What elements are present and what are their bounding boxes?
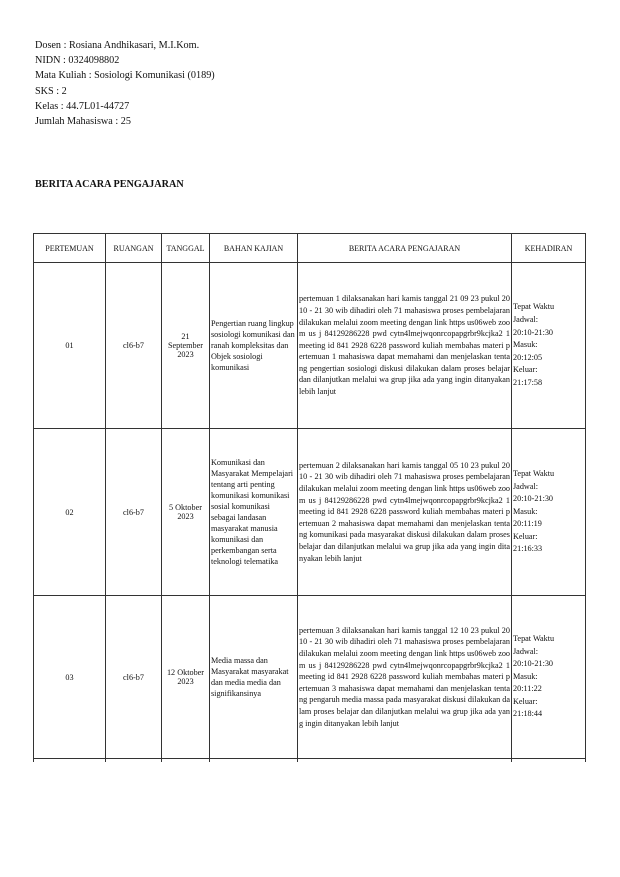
sks-line: SKS : 2 (35, 85, 67, 97)
hadir-masuk-label: Masuk: (513, 340, 538, 350)
bahan-kajian-cell: Media massa dan Masyarakat masyarakat dan media media dan signifikansinya (210, 596, 298, 759)
hadir-status: Tepat Waktu (513, 302, 555, 312)
hadir-jadwal-value: 20:10-21:30 (513, 659, 554, 669)
header-tanggal: TANGGAL (162, 234, 210, 263)
hadir-keluar-value: 21:17:58 (513, 377, 543, 387)
tanggal-cell: 5 Oktober 2023 (162, 429, 210, 596)
hadir-keluar-label: Keluar: (513, 531, 538, 541)
header-bahan-kajian: BAHAN KAJIAN (210, 234, 298, 263)
hadir-masuk-value: 20:11:19 (513, 519, 542, 529)
tanggal-cell: 12 Oktober 2023 (162, 596, 210, 759)
header-pertemuan: PERTEMUAN (34, 234, 106, 263)
table-row (34, 429, 586, 596)
section-title: BERITA ACARA PENGAJARAN (35, 179, 184, 190)
hadir-status: Tepat Waktu (513, 468, 555, 478)
header-berita-acara: BERITA ACARA PENGAJARAN (298, 234, 512, 263)
tanggal-cell: 21 September 2023 (162, 263, 210, 429)
header-kehadiran: KEHADIRAN (512, 234, 586, 263)
ruangan-cell: cl6-b7 (106, 429, 162, 596)
kehadiran-cell (512, 429, 586, 596)
nidn-line: NIDN : 0324098802 (35, 55, 120, 67)
jumlah-mahasiswa-line: Jumlah Mahasiswa : 25 (35, 116, 131, 128)
hadir-masuk-label: Masuk: (513, 671, 538, 681)
hadir-jadwal-value: 20:10-21:30 (513, 327, 554, 337)
kehadiran-cell (512, 596, 586, 759)
hadir-masuk-value: 20:12:05 (513, 352, 543, 362)
bahan-kajian-cell: Komunikasi dan Masyarakat Mempelajari tentang arti penting komunikasi komunikasi sosial komunikasi sebagai landasan masyarakat manusia komunikasi dan perkembangan serta teknologi telematika (210, 429, 298, 596)
header-ruangan: RUANGAN (106, 234, 162, 263)
pertemuan-cell: 02 (34, 429, 106, 596)
matkul-line: Mata Kuliah : Sosiologi Komunikasi (0189) (35, 70, 215, 82)
hadir-masuk-value: 20:11:22 (513, 684, 542, 694)
dosen-line: Dosen : Rosiana Andhikasari, M.I.Kom. (35, 40, 200, 51)
lecturer-info (35, 38, 215, 129)
hadir-jadwal-label: Jadwal: (513, 646, 539, 656)
attendance-table (33, 233, 586, 762)
hadir-jadwal-label: Jadwal: (513, 481, 539, 491)
table-continuation-stub (34, 759, 586, 763)
berita-acara-cell: pertemuan 1 dilaksanakan hari kamis tanggal 21 09 23 pukul 20 10 - 21 30 wib dihadiri oleh 71 mahasiswa proses pembelajaran dilakukan melalui zoom meeting dengan link https us06web zoom us j 84129286228 pwd cytn4lmejwqonrcopapgrbr9kcjka2 1 meeting id 841 2928 6228 password kuliah membahas materi pertemuan 1 mahasiswa dapat memahami dan menjelaskan tentang pengertian sosiologi diskusi dilakukan dalam proses belajar dan dilanjutkan melalui wa grup jika ada yang ingin ditanyakan lebih lanjut (298, 263, 512, 429)
ruangan-cell: cl6-b7 (106, 263, 162, 429)
table-row (34, 596, 586, 759)
hadir-status: Tepat Waktu (513, 633, 555, 643)
hadir-keluar-label: Keluar: (513, 696, 538, 706)
bahan-kajian-cell: Pengertian ruang lingkup sosiologi komunikasi dan ranah kompleksitas dan Objek sosiologi komunikasi (210, 263, 298, 429)
berita-acara-cell: pertemuan 3 dilaksanakan hari kamis tanggal 12 10 23 pukul 20 10 - 21 30 wib dihadiri oleh 71 mahasiswa proses pembelajaran dilakukan melalui zoom meeting dengan link https us06web zoom us j 84129286228 pwd cytn4lmejwqonrcopapgrbr9kcjka2 1 meeting id 841 2928 6228 password kuliah membahas materi pertemuan 3 mahasiswa dapat memahami dan menjelaskan tentang pengaruh media massa pada masyarakat diskusi dilakukan dalam proses belajar dan dilanjutkan melalui wa grup jika ada yang ingin ditanyakan lebih lanjut (298, 596, 512, 759)
kehadiran-cell (512, 263, 586, 429)
pertemuan-cell: 01 (34, 263, 106, 429)
hadir-jadwal-value: 20:10-21:30 (513, 494, 554, 504)
ruangan-cell: cl6-b7 (106, 596, 162, 759)
hadir-masuk-label: Masuk: (513, 506, 538, 516)
table-row (34, 263, 586, 429)
hadir-keluar-value: 21:18:44 (513, 709, 543, 719)
pertemuan-cell: 03 (34, 596, 106, 759)
berita-acara-cell: pertemuan 2 dilaksanakan hari kamis tanggal 05 10 23 pukul 20 10 - 21 30 wib dihadiri oleh 71 mahasiswa proses pembelajaran dilakukan melalui zoom meeting dengan link https us06web zoom us j 84129286228 pwd cytn4lmejwqonrcopapgrbr9kcjka2 1 meeting id 841 2928 6228 password kuliah membahas materi pertemuan 2 mahasiswa dapat memahami dan menjelaskan tentang komunikasi pada masyarakat diskusi dilakukan dalam proses belajar dan dilanjutkan melalui wa grup jika ada yang ingin ditanyakan lebih lanjut (298, 429, 512, 596)
kelas-line: Kelas : 44.7L01-44727 (35, 100, 130, 112)
hadir-keluar-label: Keluar: (513, 365, 538, 375)
table-header-row (34, 234, 586, 263)
hadir-keluar-value: 21:16:33 (513, 544, 543, 554)
hadir-jadwal-label: Jadwal: (513, 315, 539, 325)
